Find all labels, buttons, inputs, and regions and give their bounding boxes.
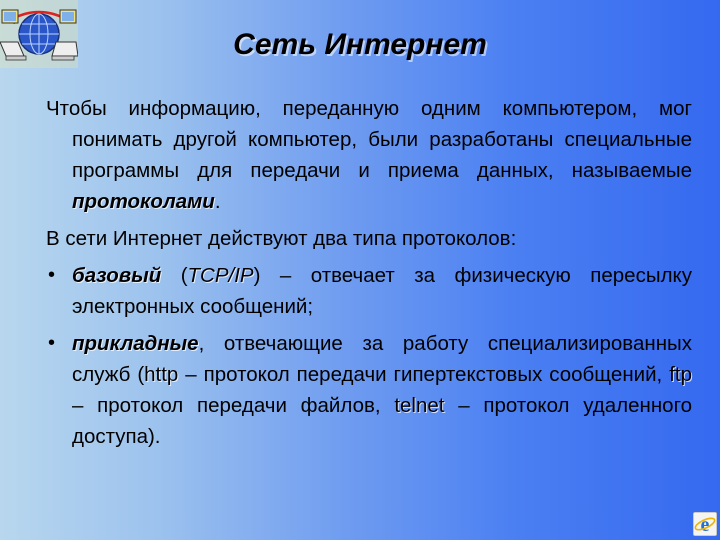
protocol-telnet: telnet (394, 394, 445, 417)
bullet-text: – протокол удаленного доступа). (72, 394, 692, 448)
protocol-list (46, 260, 692, 452)
intro-paragraph (46, 93, 692, 217)
bullet-text: , отвечающие за работу специализированных служб ( (72, 332, 692, 386)
protocol-types-line: В сети Интернет действуют два типа протоколов: (46, 227, 517, 250)
svg-text:e: e (700, 514, 710, 536)
list-item-applied (46, 328, 692, 452)
bullet-text: – протокол передачи гипертекстовых сообщений, (178, 363, 670, 386)
protocol-ftp: ftp (669, 363, 692, 386)
slide-content (46, 93, 692, 452)
bullet-text: ) – отвечает за физическую пересылку электронных сообщений; (72, 264, 692, 318)
network-computers-icon (0, 0, 78, 68)
intro-text: Чтобы информацию, переданную одним компьютером, мог понимать другой компьютер, были разработаны специальные программы для передачи и приема данных, называемые (46, 97, 692, 182)
protocol-tcpip: TCP/IP (187, 264, 254, 287)
term-protocols: протоколами (72, 190, 215, 213)
bullet-text: – протокол передачи файлов, (72, 394, 395, 417)
bullet-dot: • (48, 264, 56, 286)
internet-explorer-icon[interactable] (693, 512, 717, 536)
bullet-dot: • (48, 332, 56, 354)
bullet-text: ( (161, 264, 188, 287)
slide-title: Сеть Интернет (233, 28, 487, 61)
term-applied: прикладные (72, 332, 199, 355)
intro-end: . (214, 190, 221, 213)
term-basic: базовый (72, 264, 162, 287)
list-item-basic (46, 260, 692, 322)
protocol-http: http (144, 363, 179, 386)
